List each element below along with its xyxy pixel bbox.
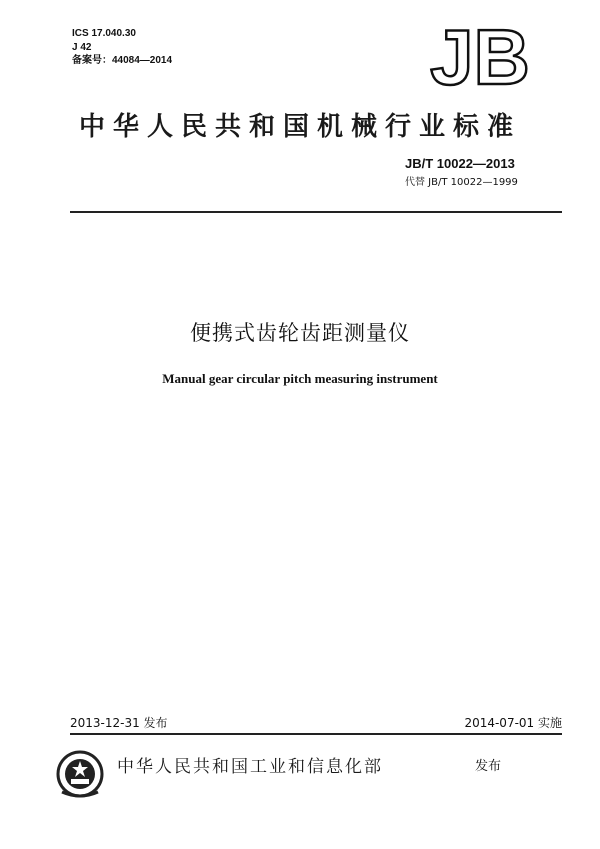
ics-code: ICS 17.040.30	[72, 28, 136, 39]
issue-date: 2013-12-31 发布	[70, 716, 168, 730]
title-english: Manual gear circular pitch measuring instrument	[162, 371, 438, 386]
national-emblem-icon	[56, 748, 104, 800]
classification-code: J 42	[72, 42, 92, 53]
bottom-divider	[70, 733, 562, 735]
implementation-date: 2014-07-01 实施	[464, 716, 562, 730]
replaces-standard: 代替 JB/T 10022—1999	[405, 177, 518, 188]
jb-logo	[424, 22, 536, 92]
top-divider	[70, 211, 562, 213]
issuing-ministry: 中华人民共和国工业和信息化部	[117, 757, 383, 777]
title-chinese: 便携式齿轮齿距测量仪	[190, 321, 410, 345]
standard-organization: 中华人民共和国机械行业标准	[78, 112, 521, 142]
record-number: 备案号：44084—2014	[72, 55, 173, 66]
standard-number: JB/T 10022—2013	[405, 156, 515, 171]
publish-label: 发布	[475, 759, 502, 774]
jb-logo-text: JB	[430, 22, 530, 92]
